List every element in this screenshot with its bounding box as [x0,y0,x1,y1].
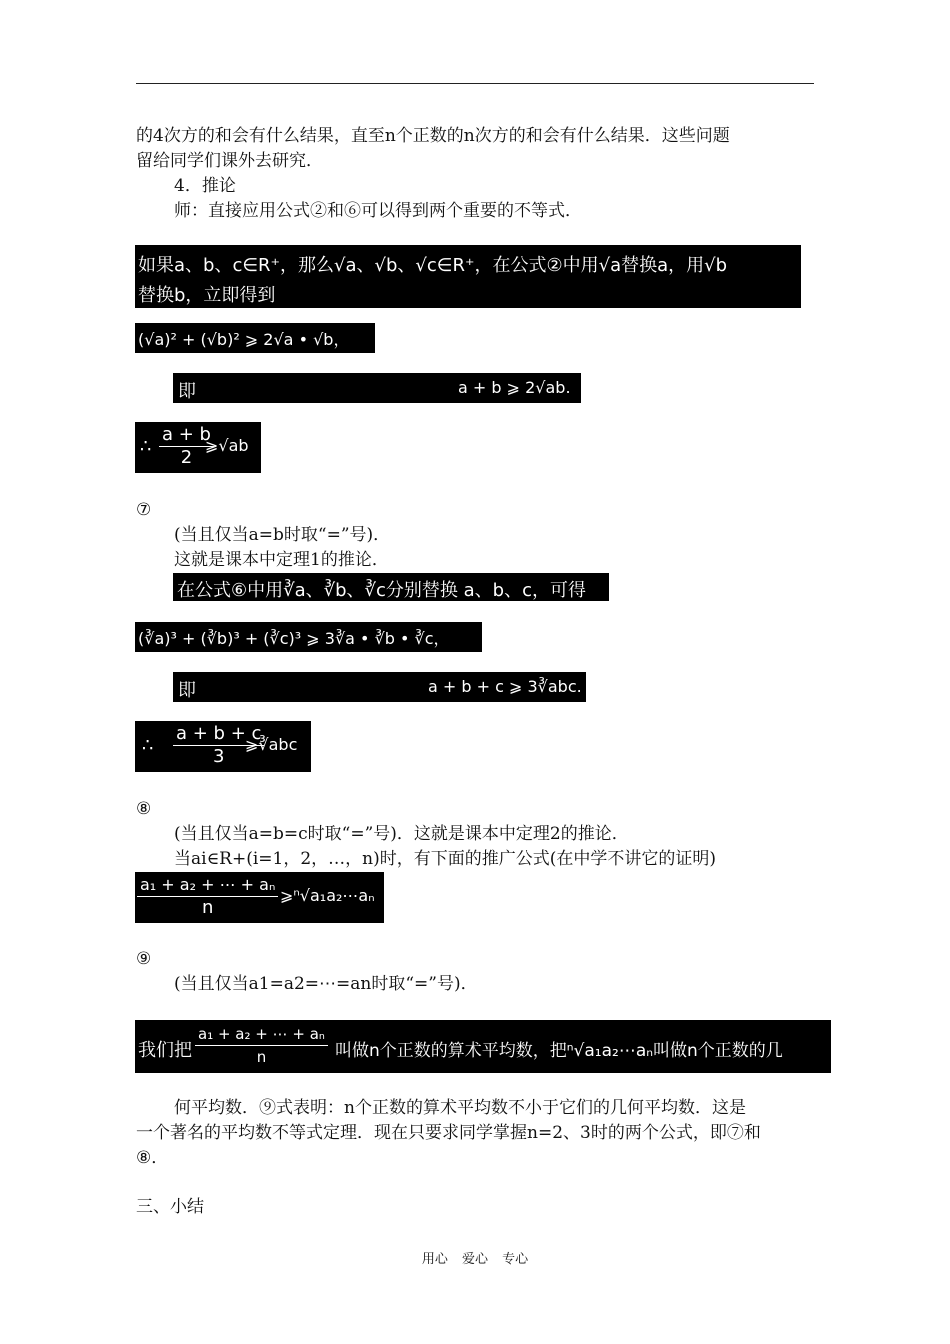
paragraph-line-3: ⑧． [136,1148,169,1168]
corollary-1: 这就是课本中定理1的推论． [174,550,389,570]
formula-block-1 [135,245,801,308]
paragraph-line-1: 何平均数．⑨式表明：n个正数的算术平均数不小于它们的几何平均数．这是 [174,1098,746,1118]
fraction-three: ∴ $\frac{a + b + c}{3}$ ⩾∛abc [135,721,311,772]
block1-line-2: 替换b，立即得到 [138,285,276,306]
generalization-line: 当ai∈R+(i=1，2，…，n)时，有下面的推广公式(在中学不讲它的证明) [174,849,716,869]
condition-7: (当且仅当a=b时取“=”号)． [174,525,391,545]
paragraph-line-2: 一个著名的平均数不等式定理．现在只要求同学掌握n=2、3时的两个公式，即⑦和 [136,1123,761,1143]
intro-line-2: 留给同学们课外去研究． [136,151,323,171]
equation-number-7: ⑦ [136,500,152,520]
fraction-three-expr: $\frac{a + b + c}{3}$ [173,723,264,768]
equation-number-8: ⑧ [136,799,152,819]
page-footer: 用心 爱心 专心 [421,1252,529,1267]
section-heading: 4．推论 [174,176,236,196]
formula-block-2: 在公式⑥中用∛a、∛b、∛c分别替换 a、b、c，可得 [173,573,609,601]
formula-block-3: 我们把 $\frac{\text{a₁ + a₂ + ⋯ + aₙ}}{n}$ 叫做n个正数的算术平均数，把ⁿ√a₁a₂⋯aₙ叫做n个正数的几 [135,1020,831,1073]
intro-line-1: 的4次方的和会有什么结果，直至n个正数的n次方的和会有什么结果．这些问题 [136,126,730,146]
equation-squares: (√a)² + (√b)² ⩾ 2√a • √b， [135,323,375,353]
equation-abc: 即 a + b + c ⩾ 3∛abc. [173,672,586,702]
block1-line-1: 如果a、b、c∈R⁺，那么√a、√b、√c∈R⁺，在公式②中用√a替换a，用√b [138,255,728,276]
equation-number-9: ⑨ [136,949,152,969]
equation-cubes: (∛a)³ + (∛b)³ + (∛c)³ ⩾ 3∛a • ∛b • ∛c， [135,622,482,652]
condition-9: (当且仅当a1=a2=⋯=an时取“=”号)． [174,974,478,994]
condition-8: (当且仅当a=b=c时取“=”号)．这就是课本中定理2的推论． [174,824,629,844]
fraction-two: ∴ $\frac{a + b}{2}$ ⩾√ab [135,422,261,473]
summary-heading: 三、小结 [136,1197,204,1217]
equation-ab: 即 a + b ⩾ 2√ab. [173,373,581,403]
fraction-n-expr: $\frac{\text{a₁ + a₂ + ⋯ + aₙ}}{n}$ [137,874,278,919]
fraction-n: $\frac{\text{a₁ + a₂ + ⋯ + aₙ}}{n}$ ⩾ⁿ√a₁a₂⋯aₙ [135,872,384,923]
mean-fraction: $\frac{\text{a₁ + a₂ + ⋯ + aₙ}}{n}$ [195,1023,328,1068]
fraction-two-expr: $\frac{a + b}{2}$ [159,424,214,469]
teacher-line: 师：直接应用公式②和⑥可以得到两个重要的不等式． [174,201,582,221]
header-rule [136,83,814,84]
